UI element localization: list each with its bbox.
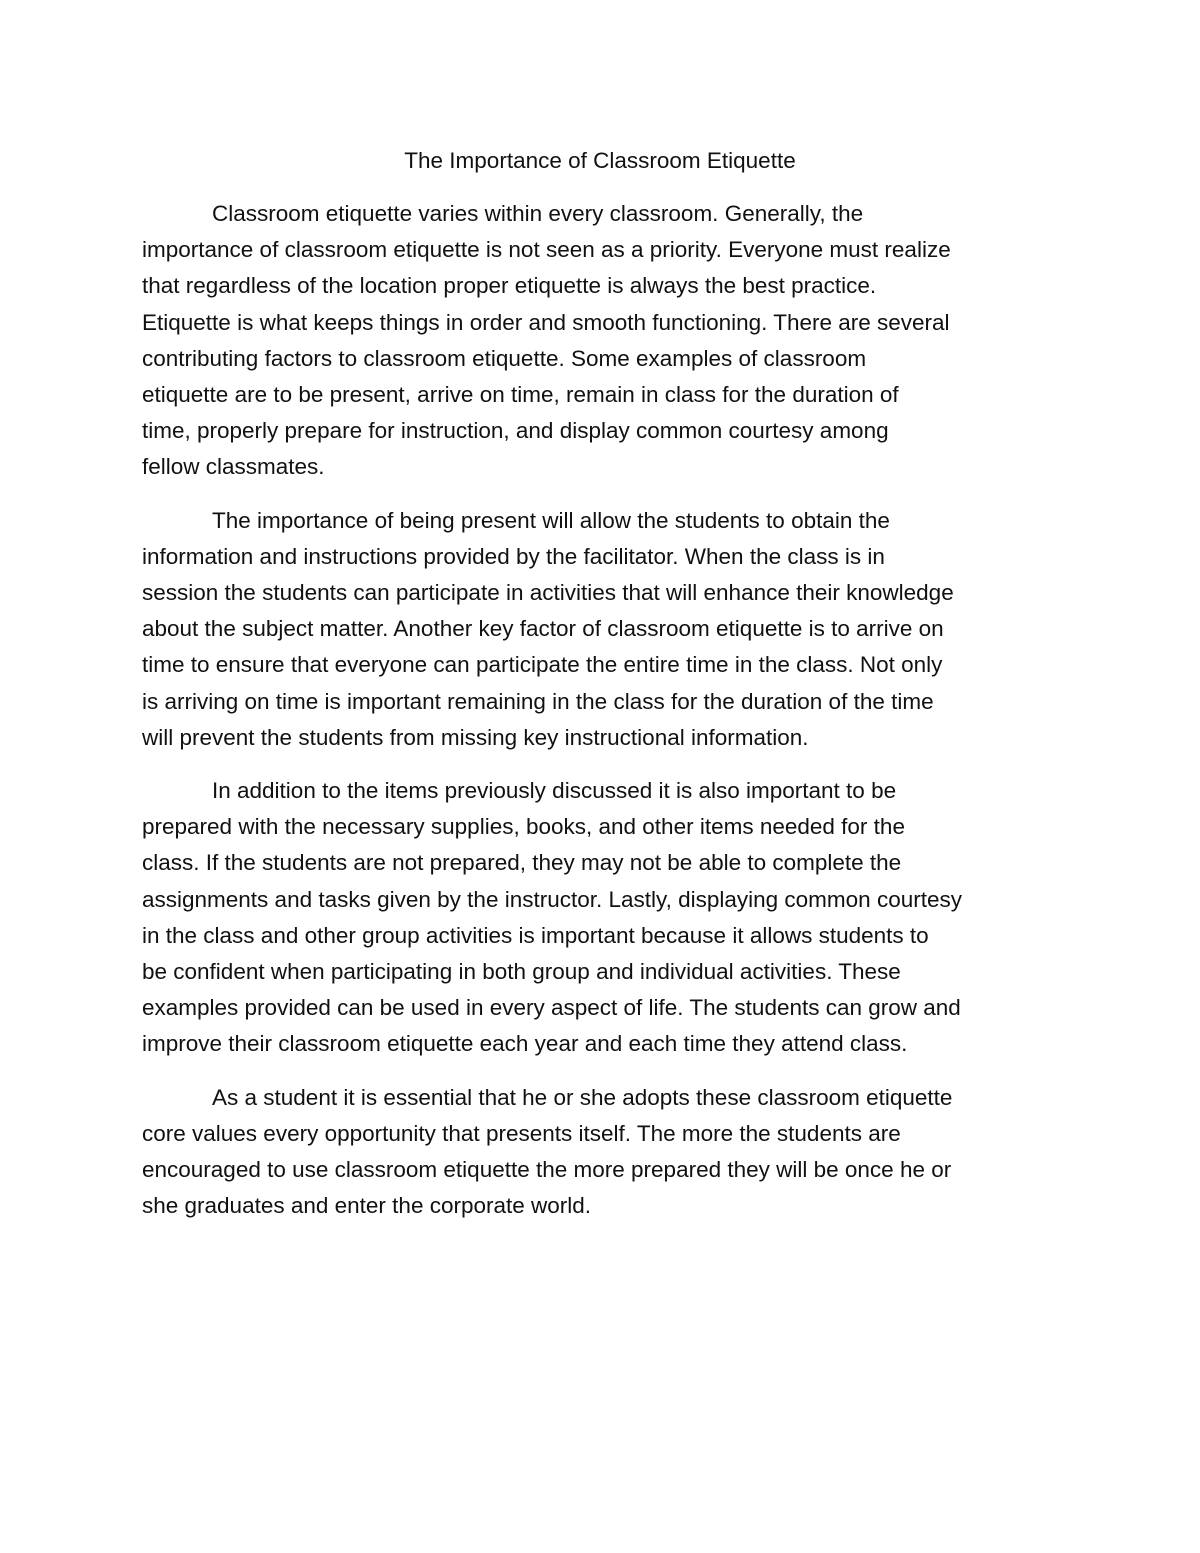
paragraph-4	[142, 1080, 1058, 1225]
document-body	[142, 196, 1058, 1241]
text-line: contributing factors to classroom etiquette. Some examples of classroom	[142, 345, 867, 371]
text-line: etiquette are to be present, arrive on time, remain in class for the duration of	[142, 382, 899, 408]
text-line: be confident when participating in both group and individual activities. These	[142, 959, 901, 985]
text-line: information and instructions provided by the facilitator. When the class is in	[142, 543, 885, 569]
text-line: importance of classroom etiquette is not seen as a priority. Everyone must realize	[142, 237, 951, 263]
text-line: improve their classroom etiquette each year and each time they attend class.	[142, 1031, 908, 1057]
paragraph-2	[142, 503, 1058, 756]
text-line: session the students can participate in activities that will enhance their knowledge	[142, 580, 954, 606]
text-line: in the class and other group activities is important because it allows students to	[142, 922, 929, 948]
text-line: core values every opportunity that presents itself. The more the students are	[142, 1120, 901, 1146]
text-line: is arriving on time is important remaining in the class for the duration of the time	[142, 688, 934, 714]
text-line: class. If the students are not prepared, they may not be able to complete the	[142, 850, 902, 876]
text-line: encouraged to use classroom etiquette the more prepared they will be once he or	[142, 1157, 952, 1183]
text-line: In addition to the items previously discussed it is also important to be	[212, 778, 897, 804]
text-line: about the subject matter. Another key factor of classroom etiquette is to arrive on	[142, 616, 944, 642]
text-line: she graduates and enter the corporate world.	[142, 1193, 592, 1219]
document-title: The Importance of Classroom Etiquette	[404, 148, 796, 173]
text-line: The importance of being present will allow the students to obtain the	[212, 507, 890, 533]
text-line: prepared with the necessary supplies, books, and other items needed for the	[142, 814, 905, 840]
text-line: time, properly prepare for instruction, and display common courtesy among	[142, 418, 889, 444]
text-line: will prevent the students from missing key instructional information.	[142, 724, 809, 750]
paragraph-3	[142, 773, 1058, 1063]
text-line: time to ensure that everyone can participate the entire time in the class. Not only	[142, 652, 943, 678]
text-line: examples provided can be used in every aspect of life. The students can grow and	[142, 995, 961, 1021]
text-line: fellow classmates.	[142, 454, 325, 480]
paragraph-1	[142, 196, 1058, 486]
text-line: that regardless of the location proper etiquette is always the best practice.	[142, 273, 877, 299]
text-line: Etiquette is what keeps things in order and smooth functioning. There are several	[142, 309, 950, 335]
text-line: assignments and tasks given by the instructor. Lastly, displaying common courtesy	[142, 886, 962, 912]
text-line: As a student it is essential that he or she adopts these classroom etiquette	[212, 1084, 953, 1110]
text-line: Classroom etiquette varies within every classroom. Generally, the	[212, 201, 864, 226]
